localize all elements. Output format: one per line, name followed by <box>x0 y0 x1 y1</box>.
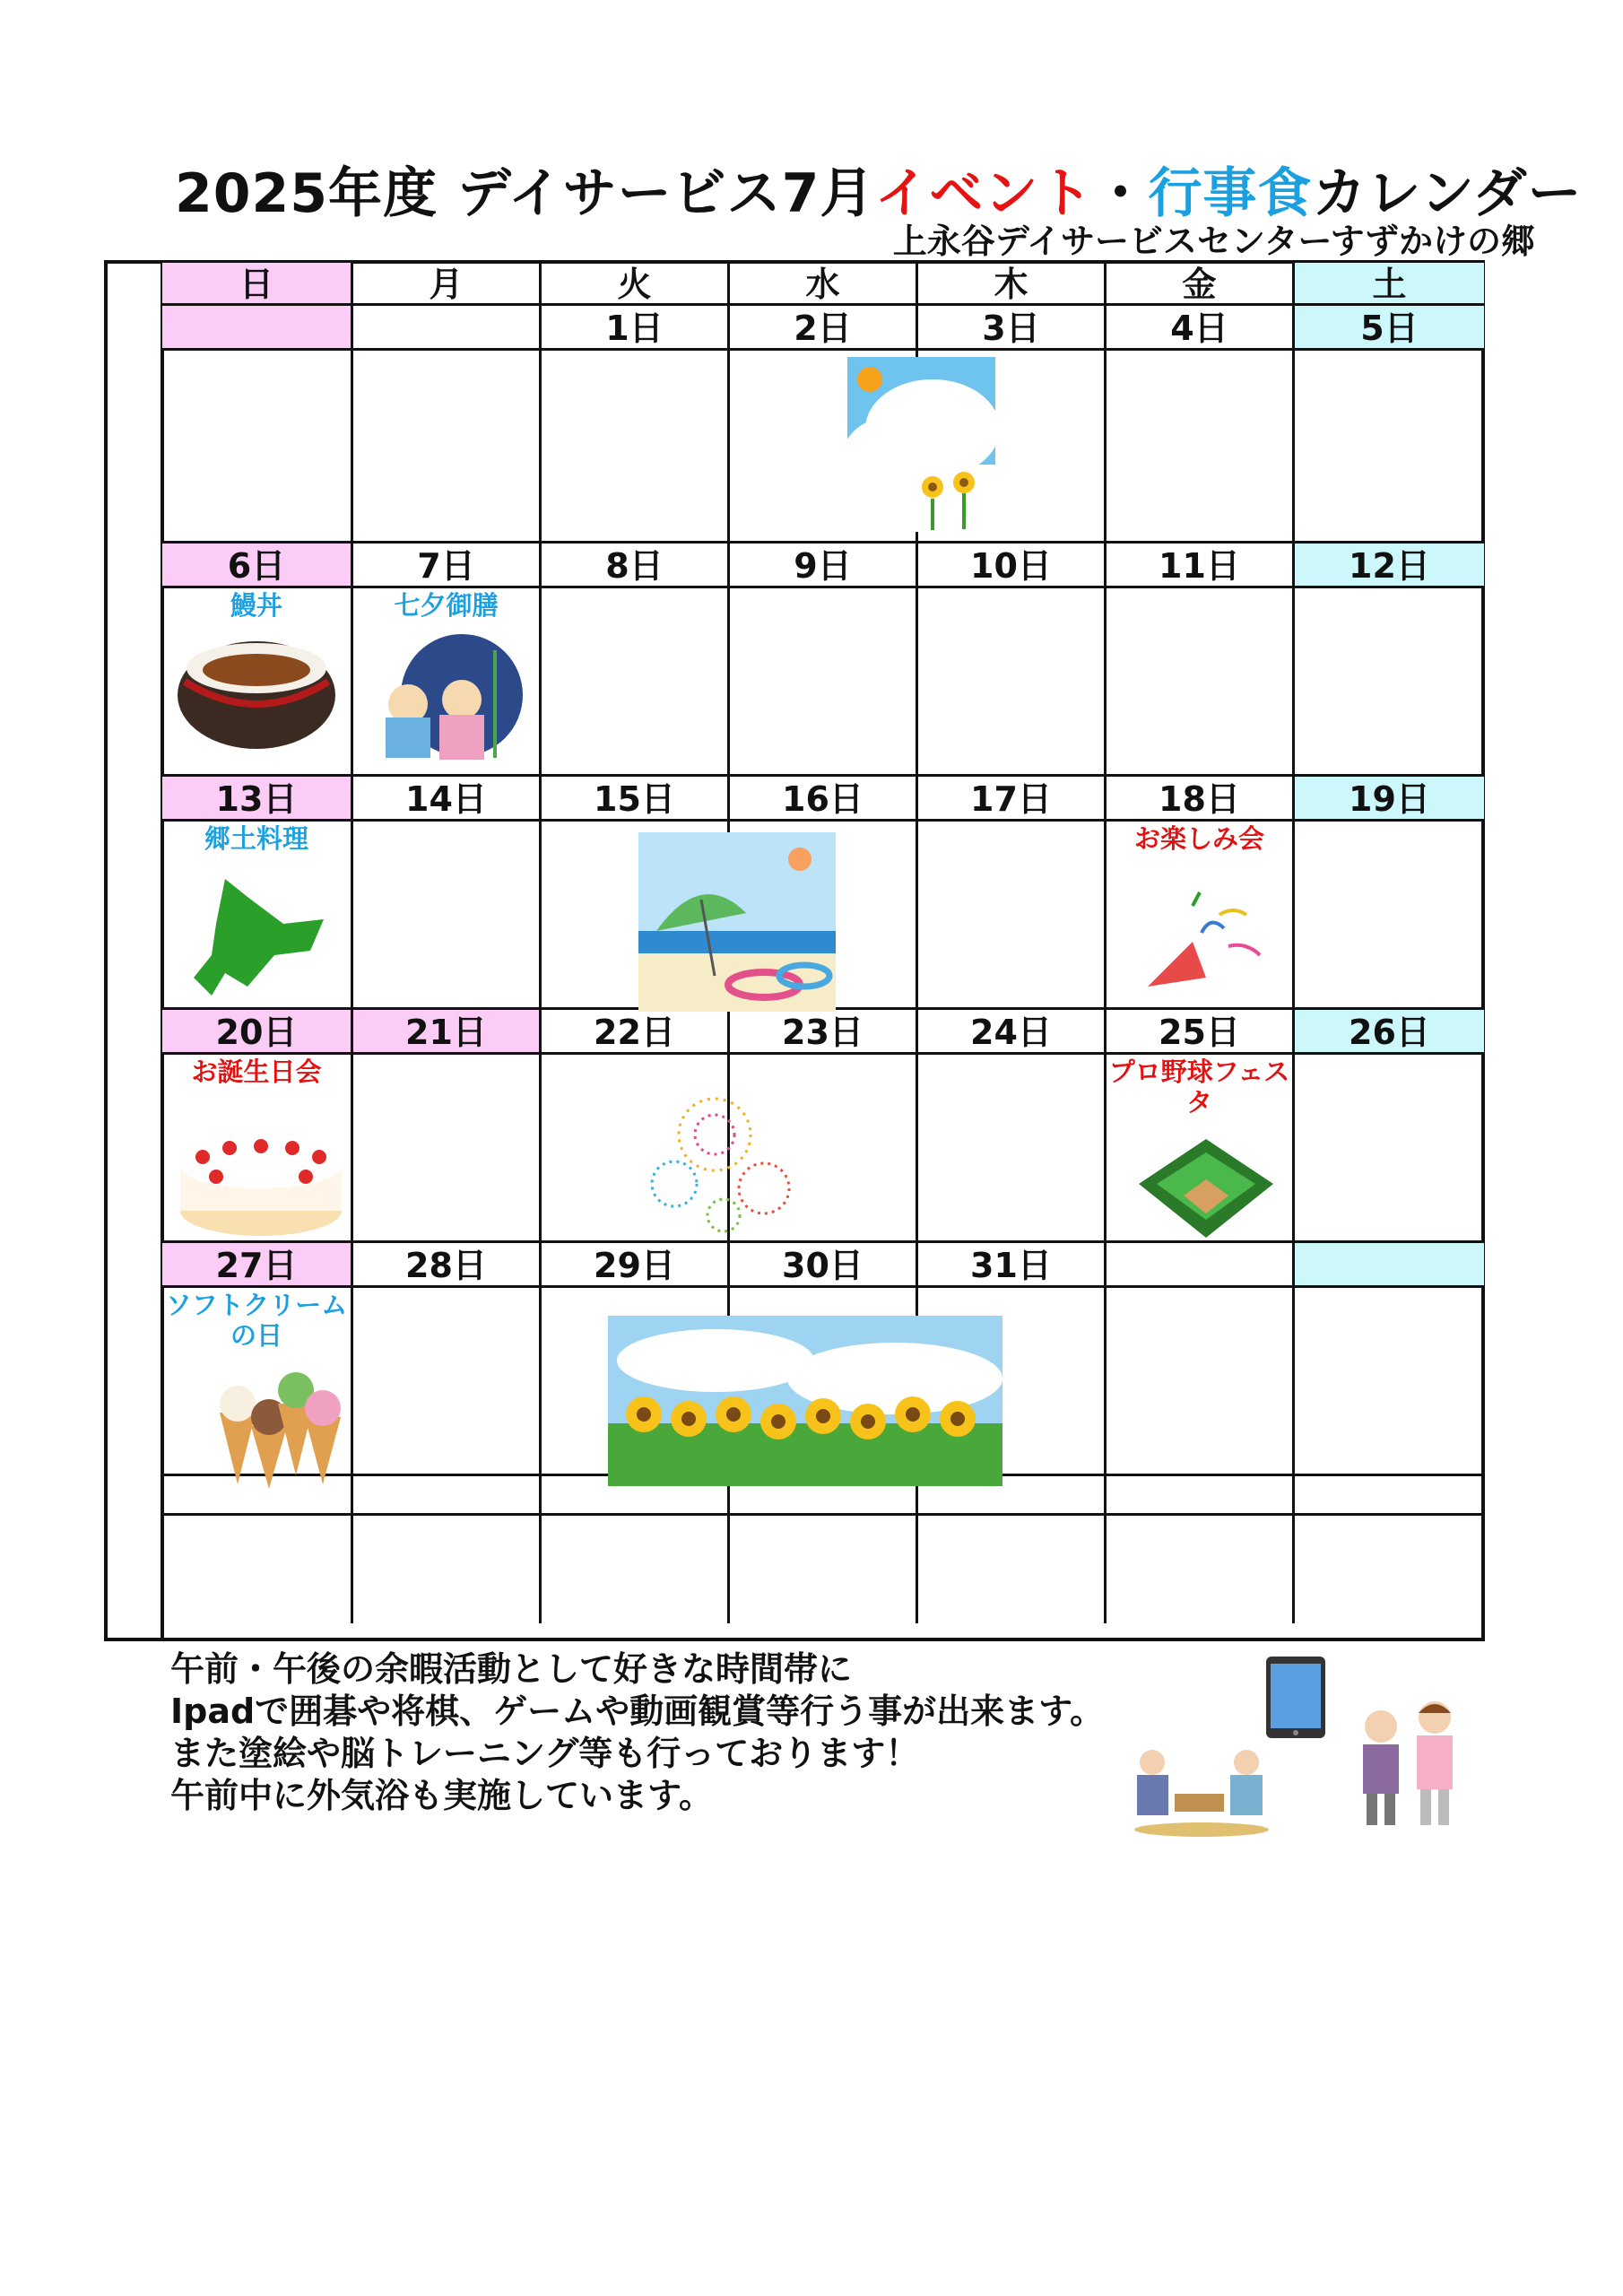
day-body <box>1295 822 1484 1010</box>
date-cell: 25日 <box>1107 1010 1295 1055</box>
note-line: 午前中に外気浴も実施しています。 <box>170 1776 713 1815</box>
date-cell: 3日 <box>918 306 1107 351</box>
date-cell: 22日 <box>542 1010 730 1055</box>
day-body <box>162 351 353 544</box>
event-label: 郷土料理 <box>204 823 308 854</box>
empty-cell <box>1107 1516 1295 1623</box>
empty-cell <box>918 1516 1107 1623</box>
title-dot: ・ <box>1093 162 1149 225</box>
day-body <box>1107 351 1295 544</box>
day-body <box>353 822 542 1010</box>
weekday-fri: 金 <box>1107 263 1295 306</box>
date-cell: 7日 <box>353 544 542 588</box>
date-cell <box>1295 1243 1484 1288</box>
date-cell: 11日 <box>1107 544 1295 588</box>
empty-cell <box>353 1476 542 1516</box>
event-label: お誕生日会 <box>191 1057 322 1087</box>
date-cell: 30日 <box>730 1243 918 1288</box>
date-cell: 21日 <box>353 1010 542 1055</box>
empty-cell <box>1295 1516 1484 1623</box>
date-cell <box>353 306 542 351</box>
day-body <box>918 588 1107 777</box>
sunflower-cloud-illustration <box>847 357 995 532</box>
day-body <box>1295 1288 1484 1476</box>
date-cell: 1日 <box>542 306 730 351</box>
note-line: Ipadで囲碁や将棋、ゲームや動画観賞等行う事が出来ます。 <box>170 1692 1105 1731</box>
date-cell: 10日 <box>918 544 1107 588</box>
date-cell: 28日 <box>353 1243 542 1288</box>
beach-illustration <box>638 832 836 1012</box>
weekday-sat: 土 <box>1295 263 1484 306</box>
day-body <box>1295 1055 1484 1243</box>
date-cell <box>162 306 353 351</box>
date-cell: 29日 <box>542 1243 730 1288</box>
day-body <box>1295 588 1484 777</box>
sunflower-field-illustration <box>608 1316 1002 1486</box>
date-cell: 31日 <box>918 1243 1107 1288</box>
date-cell: 2日 <box>730 306 918 351</box>
date-cell: 5日 <box>1295 306 1484 351</box>
date-cell: 6日 <box>162 544 353 588</box>
date-cell: 26日 <box>1295 1010 1484 1055</box>
date-cell: 27日 <box>162 1243 353 1288</box>
title-meal: 行事食 <box>1148 162 1313 225</box>
date-cell: 18日 <box>1107 777 1295 822</box>
title-event: イベント <box>874 162 1094 225</box>
date-cell: 15日 <box>542 777 730 822</box>
fireworks-illustration <box>638 1085 804 1247</box>
weekday-thu: 木 <box>918 263 1107 306</box>
facility-name: 上永谷デイサービスセンターすずかけの郷 <box>892 222 1535 261</box>
event-label: 鰻丼 <box>230 590 282 621</box>
date-cell: 19日 <box>1295 777 1484 822</box>
empty-cell <box>353 1516 542 1623</box>
date-cell: 16日 <box>730 777 918 822</box>
date-cell: 4日 <box>1107 306 1295 351</box>
date-cell: 14日 <box>353 777 542 822</box>
hokkaido-map-illustration <box>176 870 333 1004</box>
empty-cell <box>162 1516 353 1623</box>
date-cell: 20日 <box>162 1010 353 1055</box>
day-body <box>353 351 542 544</box>
tanabata-illustration <box>363 632 529 762</box>
event-label: ソフトクリームの日 <box>165 1290 348 1351</box>
birthday-cake-illustration <box>176 1112 346 1238</box>
caregiver-elderly-illustration <box>1345 1695 1475 1830</box>
day-body <box>918 822 1107 1010</box>
title-calendar: カレンダー <box>1312 162 1583 225</box>
empty-cell <box>1107 1476 1295 1516</box>
weekday-wed: 水 <box>730 263 918 306</box>
title-text: 2025年度 デイサービス7月 <box>175 162 875 225</box>
weekday-tue: 火 <box>542 263 730 306</box>
event-label: 七夕御膳 <box>394 590 499 621</box>
note-line: 午前・午後の余暇活動として好きな時間帯に <box>170 1649 853 1689</box>
date-cell: 9日 <box>730 544 918 588</box>
note-line: また塗絵や脳トレーニング等も行っております！ <box>170 1734 920 1773</box>
ice-cream-illustration <box>202 1363 350 1489</box>
baseball-stadium-illustration <box>1134 1135 1278 1242</box>
date-cell: 17日 <box>918 777 1107 822</box>
date-cell: 24日 <box>918 1010 1107 1055</box>
party-cracker-illustration <box>1139 879 1278 996</box>
weekday-mon: 月 <box>353 263 542 306</box>
day-body <box>1107 1288 1295 1476</box>
date-cell: 12日 <box>1295 544 1484 588</box>
elderly-playing-go-illustration <box>1130 1744 1273 1839</box>
weekday-sun: 日 <box>162 263 353 306</box>
date-cell <box>1107 1243 1295 1288</box>
date-cell: 8日 <box>542 544 730 588</box>
day-body <box>542 351 730 544</box>
unagi-don-illustration <box>176 632 337 758</box>
day-body <box>353 1055 542 1243</box>
tablet-icon <box>1264 1655 1327 1740</box>
day-body <box>1295 351 1484 544</box>
day-body <box>730 588 918 777</box>
event-label: お楽しみ会 <box>1133 823 1264 854</box>
empty-cell <box>1295 1476 1484 1516</box>
day-body <box>918 1055 1107 1243</box>
empty-cell <box>542 1516 730 1623</box>
empty-cell <box>730 1516 918 1623</box>
date-cell: 23日 <box>730 1010 918 1055</box>
day-body <box>542 588 730 777</box>
day-body <box>353 1288 542 1476</box>
day-body <box>1107 588 1295 777</box>
date-cell: 13日 <box>162 777 353 822</box>
notes-block <box>170 1648 1104 1817</box>
event-label: プロ野球フェスタ <box>1108 1057 1290 1118</box>
